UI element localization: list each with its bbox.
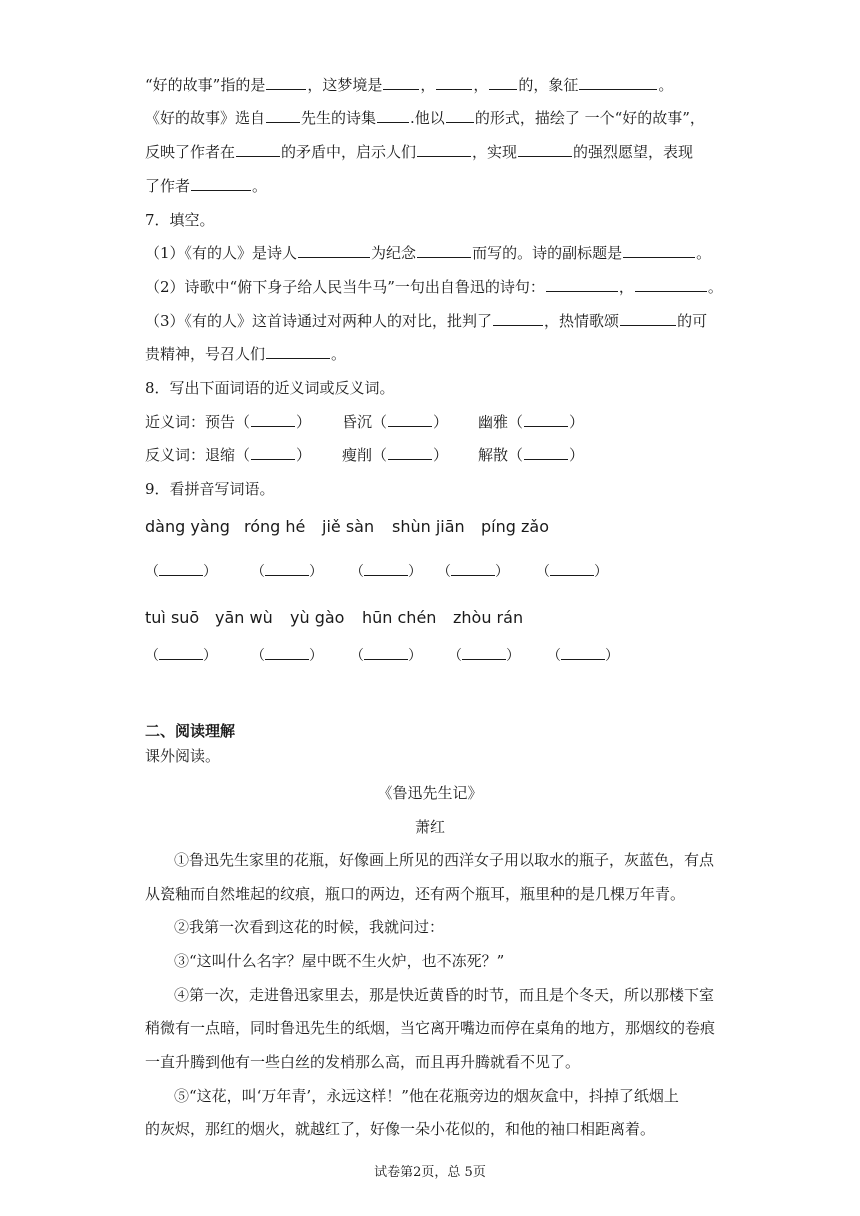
pinyin: hūn chén <box>362 608 437 627</box>
paragraph-1-line-1: ①鲁迅先生家里的花瓶，好像画上所见的西洋女子用以取水的瓶子，灰蓝色，有点 <box>174 851 715 869</box>
paren: ） <box>433 413 449 431</box>
answer-blank[interactable] <box>524 445 568 460</box>
paren: （ <box>235 446 251 464</box>
paren: （ <box>145 648 159 664</box>
text: 的矛盾中，启示人们 <box>281 143 417 161</box>
text: ，这梦境是 <box>307 76 383 94</box>
paren: （ <box>372 413 388 431</box>
q6-line-4 <box>145 176 750 196</box>
paren: ） <box>408 648 422 664</box>
answer-blank[interactable] <box>383 75 419 90</box>
answer-blank[interactable] <box>251 412 295 427</box>
paren: ） <box>433 446 449 464</box>
section-subheading: 课外阅读。 <box>145 747 221 765</box>
answer-blank[interactable] <box>623 243 695 258</box>
q8-title: 8．写出下面词语的近义词或反义词。 <box>145 379 395 397</box>
pinyin: dàng yàng <box>145 517 230 536</box>
answer-blank[interactable] <box>377 108 409 123</box>
answer-blank[interactable] <box>620 311 676 326</box>
text: 。 <box>331 345 347 363</box>
answer-blank[interactable] <box>446 108 474 123</box>
pinyin: shùn jiān <box>392 517 465 536</box>
text: 。 <box>696 244 712 262</box>
q7-item-1 <box>145 243 750 263</box>
paren: ） <box>408 564 422 580</box>
paren: ） <box>296 446 312 464</box>
text: 的强烈愿望，表现 <box>573 143 694 161</box>
text: ，实现 <box>472 143 518 161</box>
text: 。 <box>252 177 268 195</box>
text: 的可 <box>677 312 708 330</box>
text: 的形式，描绘了 一个“好的故事”， <box>474 109 705 127</box>
paragraph-3: ③“这叫什么名字？屋中既不生火炉，也不冻死？” <box>174 952 505 970</box>
paren: （ <box>508 446 524 464</box>
text: 《好的故事》选自 <box>145 109 266 127</box>
paren: （ <box>437 564 451 580</box>
answer-blank[interactable] <box>561 647 605 660</box>
word: 解散 <box>478 446 509 464</box>
answer-blank[interactable] <box>388 445 432 460</box>
paragraph-5-line-1: ⑤“这花，叫‘万年青’，永远这样！”他在花瓶旁边的烟灰盒中，抖掉了纸烟上 <box>174 1087 679 1105</box>
answer-blank[interactable] <box>635 277 707 292</box>
paragraph-1-line-2: 从瓷釉而自然堆起的纹痕，瓶口的两边，还有两个瓶耳，瓶里种的是几棵万年青。 <box>145 885 686 903</box>
paren: （ <box>251 648 265 664</box>
answer-blank[interactable] <box>298 243 370 258</box>
q9-title: 9．看拼音写词语。 <box>145 480 275 498</box>
word: 瘦削 <box>342 446 373 464</box>
text: ，热情歌颂 <box>544 312 620 330</box>
text: “好的故事”指的是 <box>145 76 266 94</box>
answer-blank[interactable] <box>364 647 408 660</box>
answer-blank[interactable] <box>236 142 280 157</box>
paren: ） <box>309 648 323 664</box>
text: 反映了作者在 <box>145 143 236 161</box>
answer-blank[interactable] <box>266 344 330 359</box>
answer-blank[interactable] <box>579 75 657 90</box>
paren: （ <box>547 648 561 664</box>
pinyin: yān wù <box>215 608 273 627</box>
text: 。 <box>658 76 674 94</box>
q7-item-3 <box>145 311 750 331</box>
word: 预告 <box>205 413 236 431</box>
q8-synonym-row <box>145 412 745 432</box>
pinyin: róng hé <box>244 517 306 536</box>
paren: ） <box>569 446 585 464</box>
paragraph-4-line-2: 稍微有一点暗，同时鲁迅先生的纸烟，当它离开嘴边而停在桌角的地方，那烟纹的卷痕 <box>145 1019 716 1037</box>
antonym-label: 反义词： <box>145 446 206 464</box>
answer-blank[interactable] <box>493 311 543 326</box>
answer-blank[interactable] <box>417 142 471 157</box>
q6-line-3 <box>145 142 750 162</box>
paren: （ <box>350 648 364 664</box>
pinyin: píng zǎo <box>481 517 549 536</box>
paren: （ <box>350 564 364 580</box>
text: （2）诗歌中“俯下身子给人民当牛马”一句出自鲁迅的诗句： <box>145 278 545 296</box>
answer-blank[interactable] <box>550 563 594 576</box>
paren: ） <box>594 564 608 580</box>
q8-antonym-row <box>145 445 745 465</box>
answer-blank[interactable] <box>524 412 568 427</box>
answer-blank[interactable] <box>489 75 517 90</box>
text: 为纪念 <box>371 244 417 262</box>
answer-blank[interactable] <box>266 108 300 123</box>
paren: ） <box>605 648 619 664</box>
paren: ） <box>296 413 312 431</box>
text: （3）《有的人》这首诗通过对两种人的对比，批判了 <box>145 312 493 330</box>
answer-blank[interactable] <box>462 647 506 660</box>
word: 昏沉 <box>342 413 373 431</box>
answer-blank[interactable] <box>266 75 306 90</box>
text: ， <box>420 76 436 94</box>
section-heading: 二、阅读理解 <box>145 722 236 740</box>
answer-blank[interactable] <box>417 243 471 258</box>
word: 退缩 <box>205 446 236 464</box>
text: ， <box>473 76 489 94</box>
text: 了作者 <box>145 177 191 195</box>
answer-blank[interactable] <box>388 412 432 427</box>
paragraph-2: ②我第一次看到这花的时候，我就问过： <box>174 918 445 936</box>
answer-blank[interactable] <box>265 647 309 660</box>
paren: （ <box>235 413 251 431</box>
text: 而写的。诗的副标题是 <box>472 244 623 262</box>
paren: （ <box>145 564 159 580</box>
paragraph-4-line-3: 一直升腾到他有一些白丝的发梢那么高，而且再升腾就看不见了。 <box>145 1053 581 1071</box>
paren: （ <box>251 564 265 580</box>
pinyin: jiě sàn <box>322 517 375 536</box>
synonym-label: 近义词： <box>145 413 206 431</box>
text: 贵精神，号召人们 <box>145 345 266 363</box>
pinyin: tuì suō <box>145 608 200 627</box>
q7-title: 7．填空。 <box>145 211 215 229</box>
paren: ） <box>569 413 585 431</box>
text: 先生的诗集 <box>301 109 377 127</box>
answer-blank[interactable] <box>159 647 203 660</box>
q6-line-2 <box>145 108 750 128</box>
paren: ） <box>203 564 217 580</box>
paren: ） <box>309 564 323 580</box>
paren: （ <box>448 648 462 664</box>
q7-item-2 <box>145 277 750 297</box>
article-author: 萧红 <box>414 818 445 836</box>
text: 。 <box>707 278 723 296</box>
word: 幽雅 <box>478 413 509 431</box>
answer-blank[interactable] <box>364 563 408 576</box>
paragraph-5-line-2: 的灰烬，那红的烟火，就越红了，好像一朵小花似的，和他的袖口相距离着。 <box>145 1120 656 1138</box>
answer-blank[interactable] <box>436 75 472 90</box>
text: ， <box>618 278 634 296</box>
answer-blank[interactable] <box>518 142 572 157</box>
paren: （ <box>536 564 550 580</box>
pinyin: zhòu rán <box>453 608 524 627</box>
answer-blank[interactable] <box>191 176 251 191</box>
paren: ） <box>495 564 509 580</box>
paren: ） <box>203 648 217 664</box>
q6-line-1 <box>145 75 750 95</box>
answer-blank[interactable] <box>159 563 203 576</box>
paragraph-4-line-1: ④第一次，走进鲁迅家里去，那是快近黄昏的时节，而且是个冬天，所以那楼下室 <box>174 986 715 1004</box>
answer-blank[interactable] <box>546 277 618 292</box>
answer-blank[interactable] <box>265 563 309 576</box>
page-footer: 试卷第2页，总 5页 <box>374 1165 486 1180</box>
paren: （ <box>372 446 388 464</box>
article-title: 《鲁迅先生记》 <box>377 784 483 802</box>
pinyin: yù gào <box>290 608 345 627</box>
answer-blank[interactable] <box>451 563 495 576</box>
q7-item-3-cont <box>145 344 750 364</box>
paren: （ <box>508 413 524 431</box>
text: 的，象征 <box>518 76 579 94</box>
text: （1）《有的人》是诗人 <box>145 244 298 262</box>
text: .他以 <box>410 109 445 127</box>
answer-blank[interactable] <box>251 445 295 460</box>
paren: ） <box>506 648 520 664</box>
